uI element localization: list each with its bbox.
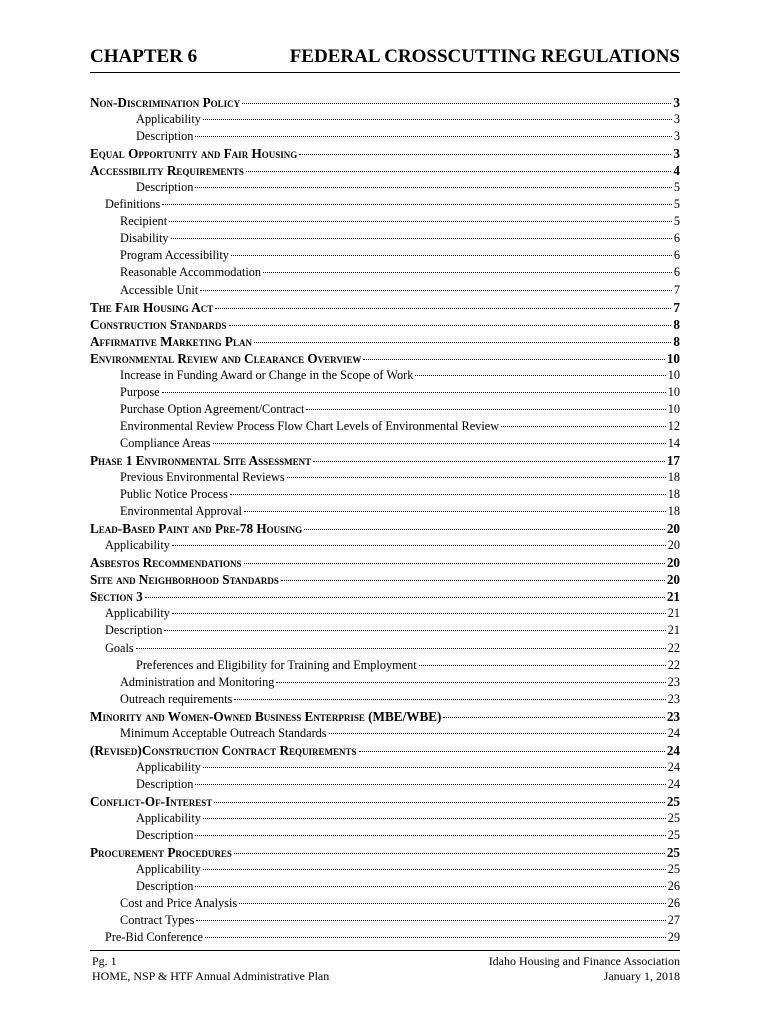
toc-entry[interactable] [90, 622, 680, 639]
toc-entry[interactable] [90, 605, 680, 622]
toc-leader-dots [299, 154, 671, 155]
toc-entry-page: 17 [666, 452, 680, 468]
toc-entry-title: Description [136, 129, 194, 144]
toc-entry[interactable] [90, 264, 680, 281]
toc-entry-title: Compliance Areas [120, 435, 211, 450]
toc-leader-dots [195, 187, 671, 188]
toc-entry-page: 21 [667, 623, 680, 638]
toc-leader-dots [276, 682, 665, 683]
toc-entry[interactable] [90, 179, 680, 196]
toc-entry-title: Applicability [136, 810, 201, 825]
toc-entry[interactable] [90, 776, 680, 793]
toc-entry-page: 27 [667, 913, 680, 928]
toc-leader-dots [234, 853, 665, 854]
toc-entry-page: 26 [667, 896, 680, 911]
toc-leader-dots [234, 699, 665, 700]
toc-leader-dots [306, 409, 665, 410]
toc-entry-page: 12 [667, 418, 680, 433]
toc-leader-dots [281, 580, 665, 581]
toc-entry-page: 7 [673, 282, 680, 297]
toc-entry-page: 7 [673, 299, 680, 315]
toc-leader-dots [304, 529, 665, 530]
toc-entry-title: Pre-Bid Conference [105, 930, 203, 945]
toc-entry-page: 23 [667, 674, 680, 689]
toc-entry-title: Description [136, 879, 194, 894]
toc-entry[interactable] [90, 793, 680, 810]
toc-entry-title: Phase 1 Environmental Site Assessment [90, 452, 312, 468]
toc-entry[interactable] [90, 742, 680, 759]
toc-leader-dots [196, 920, 665, 921]
toc-entry[interactable] [90, 912, 680, 929]
toc-entry[interactable] [90, 691, 680, 708]
toc-entry[interactable] [90, 384, 680, 401]
toc-entry-page: 3 [673, 129, 680, 144]
toc-entry-page: 3 [673, 146, 680, 162]
toc-entry-page: 21 [666, 589, 680, 605]
toc-leader-dots [169, 221, 672, 222]
toc-entry-page: 24 [667, 725, 680, 740]
toc-entry[interactable] [90, 503, 680, 520]
toc-entry-title: Procurement Procedures [90, 845, 232, 861]
toc-entry-title: Goals [105, 640, 134, 655]
toc-entry[interactable] [90, 316, 680, 333]
toc-entry-title: Increase in Funding Award or Change in the Scope of Work [120, 367, 414, 382]
toc-entry-page: 8 [673, 333, 680, 349]
toc-entry-title: Reasonable Accommodation [120, 265, 262, 280]
toc-entry-page: 4 [673, 163, 680, 179]
toc-leader-dots [195, 835, 665, 836]
toc-leader-dots [231, 255, 672, 256]
page-header [90, 46, 680, 68]
toc-leader-dots [313, 461, 665, 462]
toc-entry[interactable] [90, 469, 680, 486]
toc-entry-title: Description [136, 776, 194, 791]
toc-entry-page: 6 [673, 248, 680, 263]
toc-entry-page: 6 [673, 265, 680, 280]
toc-entry-title: Equal Opportunity and Fair Housing [90, 146, 298, 162]
toc-entry-title: Environmental Review and Clearance Overview [90, 350, 362, 366]
toc-entry-title: (Revised)Construction Contract Requirements [90, 742, 357, 758]
toc-leader-dots [195, 886, 665, 887]
toc-leader-dots [203, 818, 666, 819]
toc-entry-title: Conflict-Of-Interest [90, 793, 213, 809]
toc-entry[interactable] [90, 554, 680, 571]
toc-entry[interactable] [90, 111, 680, 128]
toc-entry[interactable] [90, 895, 680, 912]
toc-entry[interactable] [90, 486, 680, 503]
toc-leader-dots [214, 802, 665, 803]
toc-leader-dots [263, 272, 672, 273]
toc-entry-page: 29 [667, 930, 680, 945]
toc-entry-page: 25 [667, 810, 680, 825]
toc-entry-title: Program Accessibility [120, 248, 229, 263]
toc-entry-title: Description [136, 180, 194, 195]
toc-entry-page: 22 [667, 657, 680, 672]
footer-date: January 1, 2018 [603, 969, 680, 983]
toc-entry-page: 20 [667, 538, 680, 553]
toc-entry[interactable] [90, 213, 680, 230]
toc-entry-title: Accessibility Requirements [90, 163, 244, 179]
toc-entry[interactable] [90, 230, 680, 247]
toc-entry-title: Environmental Review Process Flow Chart Levels of Environmental Review [120, 418, 500, 433]
toc-entry-title: Minority and Women-Owned Business Enterprise (MBE/WBE) [90, 708, 442, 724]
toc-entry-page: 25 [666, 793, 680, 809]
toc-entry[interactable] [90, 657, 680, 674]
toc-entry[interactable] [90, 571, 680, 588]
toc-entry-title: Site and Neighborhood Standards [90, 572, 279, 588]
toc-entry[interactable] [90, 145, 680, 162]
toc-entry[interactable] [90, 162, 680, 179]
toc-entry[interactable] [90, 708, 680, 725]
footer-page-label: Pg. 1 [92, 954, 117, 968]
toc-entry-title: Applicability [136, 759, 201, 774]
toc-entry-title: Non-Discrimination Policy [90, 95, 241, 110]
toc-entry[interactable] [90, 674, 680, 691]
toc-entry[interactable] [90, 401, 680, 418]
table-of-contents [90, 94, 680, 946]
toc-entry-title: Description [105, 623, 163, 638]
toc-entry[interactable] [90, 452, 680, 469]
toc-entry-page: 3 [673, 112, 680, 127]
toc-entry[interactable] [90, 878, 680, 895]
toc-entry-page: 23 [667, 691, 680, 706]
toc-entry[interactable] [90, 537, 680, 554]
toc-entry-page: 25 [667, 862, 680, 877]
toc-entry-title: Disability [120, 231, 169, 246]
toc-leader-dots [172, 545, 666, 546]
toc-entry-title: Contract Types [120, 913, 195, 928]
toc-leader-dots [419, 665, 666, 666]
toc-entry-page: 3 [673, 95, 680, 110]
toc-entry[interactable] [90, 350, 680, 367]
toc-leader-dots [205, 937, 666, 938]
toc-entry[interactable] [90, 861, 680, 878]
toc-entry[interactable] [90, 128, 680, 145]
toc-leader-dots [287, 477, 666, 478]
toc-entry-page: 8 [673, 316, 680, 332]
toc-entry-title: Applicability [136, 112, 201, 127]
footer-organization: Idaho Housing and Finance Association [488, 954, 680, 968]
toc-leader-dots [203, 767, 666, 768]
toc-leader-dots [162, 392, 666, 393]
toc-leader-dots [239, 903, 666, 904]
toc-entry[interactable] [90, 196, 680, 213]
toc-entry-title: Recipient [120, 214, 168, 229]
toc-entry[interactable] [90, 247, 680, 264]
toc-entry-title: Section 3 [90, 589, 143, 605]
toc-leader-dots [195, 784, 665, 785]
toc-entry-page: 5 [673, 180, 680, 195]
toc-entry-page: 25 [666, 845, 680, 861]
toc-entry-title: Applicability [136, 862, 201, 877]
toc-leader-dots [164, 630, 665, 631]
header-divider [90, 72, 680, 73]
toc-entry[interactable] [90, 844, 680, 861]
toc-entry-page: 10 [667, 401, 680, 416]
toc-entry[interactable] [90, 333, 680, 350]
toc-entry-page: 10 [667, 367, 680, 382]
toc-entry-title: Construction Standards [90, 316, 227, 332]
toc-entry-page: 21 [667, 606, 680, 621]
toc-entry-title: Cost and Price Analysis [120, 896, 238, 911]
toc-entry-title: Minimum Acceptable Outreach Standards [120, 725, 327, 740]
toc-leader-dots [415, 375, 665, 376]
toc-entry[interactable] [90, 418, 680, 435]
toc-entry-page: 20 [666, 555, 680, 571]
toc-entry-title: The Fair Housing Act [90, 299, 214, 315]
toc-entry-title: Purpose [120, 384, 160, 399]
toc-entry[interactable] [90, 827, 680, 844]
toc-leader-dots [230, 494, 666, 495]
toc-entry[interactable] [90, 299, 680, 316]
toc-entry-page: 6 [673, 231, 680, 246]
toc-entry[interactable] [90, 520, 680, 537]
page-footer [90, 954, 680, 984]
toc-leader-dots [215, 308, 671, 309]
toc-entry-title: Applicability [105, 538, 170, 553]
toc-leader-dots [136, 648, 666, 649]
toc-leader-dots [254, 342, 671, 343]
toc-entry-page: 24 [667, 776, 680, 791]
toc-leader-dots [229, 325, 672, 326]
chapter-label: CHAPTER 6 [90, 46, 198, 67]
toc-entry-page: 10 [666, 350, 680, 366]
toc-leader-dots [244, 511, 666, 512]
toc-leader-dots [244, 563, 665, 564]
toc-entry-title: Purchase Option Agreement/Contract [120, 401, 305, 416]
toc-leader-dots [359, 751, 665, 752]
toc-entry[interactable] [90, 94, 680, 111]
footer-divider [90, 950, 680, 951]
toc-entry-page: 23 [666, 708, 680, 724]
toc-entry[interactable] [90, 759, 680, 776]
toc-entry-title: Asbestos Recommendations [90, 555, 242, 571]
toc-entry[interactable] [90, 282, 680, 299]
toc-leader-dots [363, 359, 664, 360]
toc-entry-title: Accessible Unit [120, 282, 199, 297]
toc-entry[interactable] [90, 810, 680, 827]
footer-plan-name: HOME, NSP & HTF Annual Administrative Plan [92, 969, 330, 983]
toc-entry-title: Description [136, 828, 194, 843]
toc-entry-page: 18 [667, 504, 680, 519]
toc-entry[interactable] [90, 640, 680, 657]
toc-entry-title: Environmental Approval [120, 504, 242, 519]
toc-leader-dots [329, 733, 666, 734]
toc-leader-dots [195, 136, 671, 137]
toc-entry-page: 18 [667, 487, 680, 502]
toc-leader-dots [242, 103, 671, 104]
toc-entry-page: 14 [667, 435, 680, 450]
toc-entry[interactable] [90, 929, 680, 946]
toc-leader-dots [171, 238, 672, 239]
toc-entry-title: Applicability [105, 606, 170, 621]
toc-entry-title: Outreach requirements [120, 691, 233, 706]
toc-leader-dots [172, 613, 666, 614]
toc-leader-dots [203, 869, 666, 870]
toc-entry-title: Affirmative Marketing Plan [90, 333, 252, 349]
toc-entry-page: 24 [667, 759, 680, 774]
toc-entry-title: Public Notice Process [120, 487, 228, 502]
toc-entry[interactable] [90, 367, 680, 384]
toc-entry[interactable] [90, 588, 680, 605]
toc-entry-page: 20 [666, 572, 680, 588]
toc-leader-dots [162, 204, 672, 205]
toc-leader-dots [443, 717, 664, 718]
chapter-title: FEDERAL CROSSCUTTING REGULATIONS [289, 46, 680, 67]
toc-entry-page: 20 [666, 521, 680, 537]
toc-entry-page: 22 [667, 640, 680, 655]
toc-entry-page: 10 [667, 384, 680, 399]
toc-entry-title: Lead-Based Paint and Pre-78 Housing [90, 521, 303, 537]
toc-leader-dots [246, 171, 672, 172]
toc-entry-page: 25 [667, 828, 680, 843]
toc-entry-page: 5 [673, 197, 680, 212]
toc-entry-title: Definitions [105, 197, 161, 212]
toc-entry[interactable] [90, 725, 680, 742]
toc-leader-dots [501, 426, 666, 427]
toc-entry[interactable] [90, 435, 680, 452]
toc-entry-page: 24 [666, 742, 680, 758]
toc-leader-dots [203, 119, 672, 120]
toc-leader-dots [213, 443, 666, 444]
toc-entry-page: 18 [667, 470, 680, 485]
toc-leader-dots [145, 597, 665, 598]
toc-entry-title: Preferences and Eligibility for Training and Employment [136, 657, 417, 672]
toc-entry-title: Previous Environmental Reviews [120, 470, 285, 485]
toc-entry-title: Administration and Monitoring [120, 674, 275, 689]
toc-entry-page: 5 [673, 214, 680, 229]
toc-leader-dots [200, 290, 672, 291]
toc-entry-page: 26 [667, 879, 680, 894]
